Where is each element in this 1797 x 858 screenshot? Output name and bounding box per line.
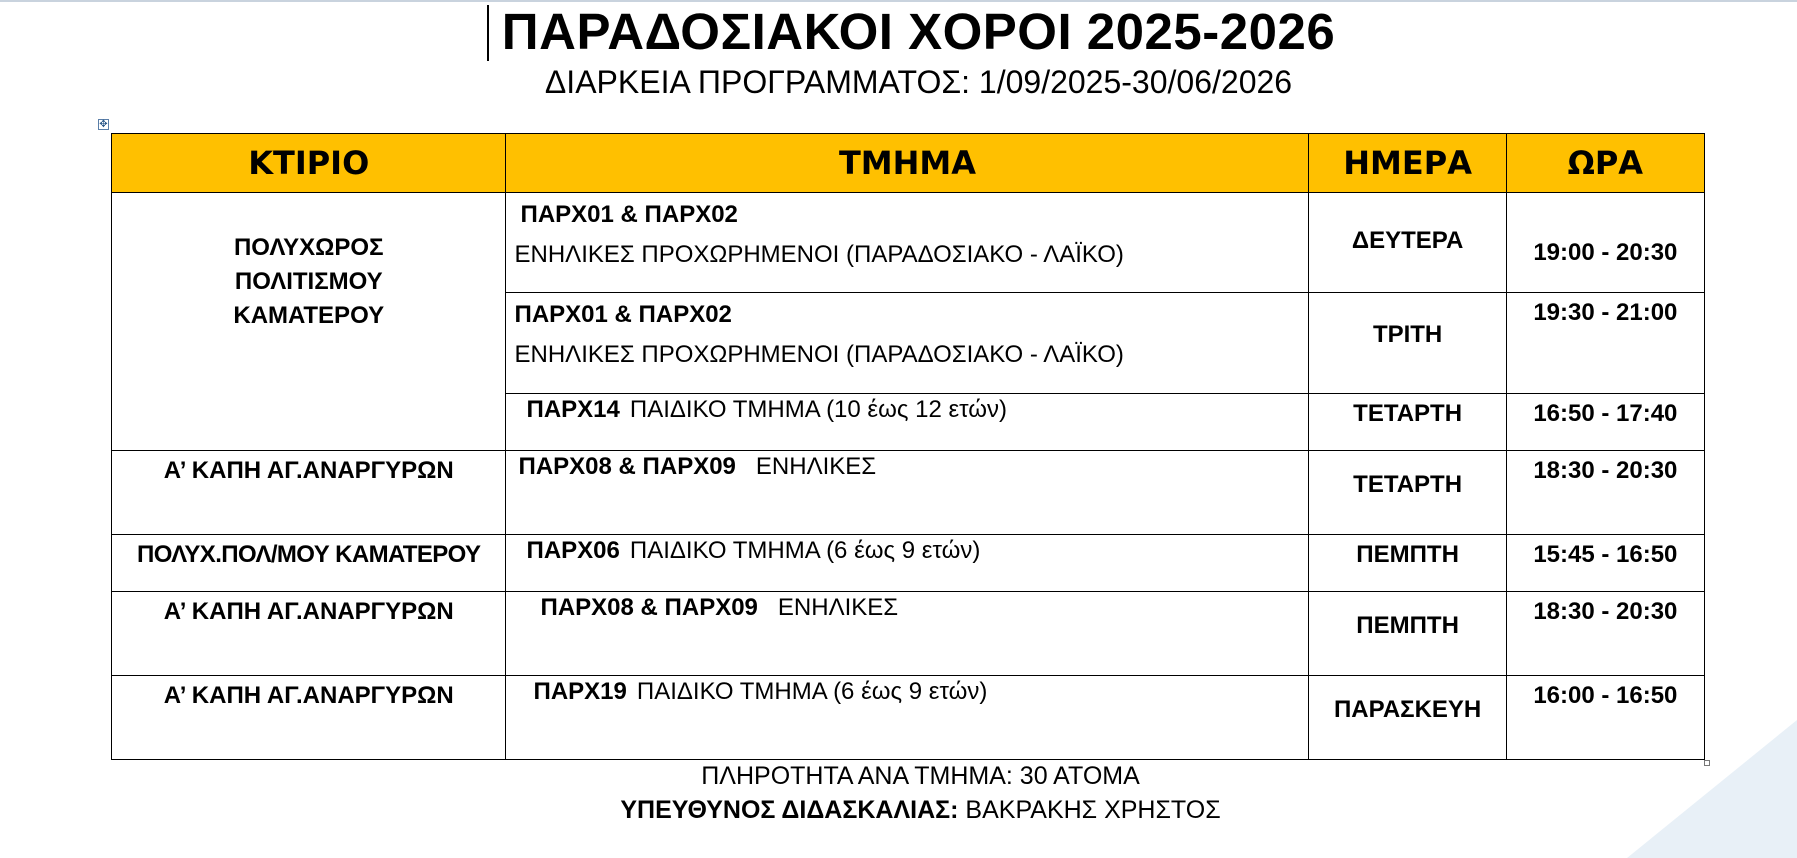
building-line: ΠΟΛΥΧΩΡΟΣ [233,234,384,261]
building-line: ΚΑΜΑΤΕΡΟΥ [233,302,385,329]
group-code: ΠΑΡΧ06 [526,537,620,564]
group-code: ΠΑΡΧ08 & ΠΑΡΧ09 [518,453,736,480]
group-desc: ΠΑΙΔΙΚΟ ΤΜΗΜΑ (6 έως 9 ετών) [636,678,988,705]
time-cell[interactable]: 18:30 - 20:30 [1506,592,1704,676]
building-cell[interactable]: Α’ ΚΑΠΗ ΑΓ.ΑΝΑΡΓΥΡΩΝ [112,451,506,535]
instructor-label: ΥΠΕΥΘΥΝΟΣ ΔΙΔΑΣΚΑΛΙΑΣ: [620,796,959,824]
group-code: ΠΑΡΧ14 [526,396,620,423]
group-desc: ΠΑΙΔΙΚΟ ΤΜΗΜΑ (10 έως 12 ετών) [629,396,1008,423]
group-desc: ΕΝΗΛΙΚΕΣ ΠΡΟΧΩΡΗΜΕΝΟΙ (ΠΑΡΑΔΟΣΙΑΚΟ - ΛΑΪΚΟ) [514,241,1124,268]
group-cell[interactable] [506,394,1309,451]
schedule-table [111,133,1705,760]
time-cell[interactable]: 18:30 - 20:30 [1506,451,1704,535]
time-cell[interactable]: 19:00 - 20:30 [1506,193,1704,293]
document-subtitle[interactable]: ΔΙΑΡΚΕΙΑ ΠΡΟΓΡΑΜΜΑΤΟΣ: 1/09/2025-30/06/2026 [544,64,1293,100]
day-cell[interactable]: ΔΕΥΤΕΡΑ [1309,193,1506,293]
building-cell[interactable] [112,193,506,451]
day-cell[interactable]: ΠΕΜΠΤΗ [1309,535,1506,592]
group-code: ΠΑΡΧ01 & ΠΑΡΧ02 [514,301,732,328]
time-cell[interactable]: 19:30 - 21:00 [1506,293,1704,394]
group-cell[interactable] [506,535,1309,592]
group-desc: ΠΑΙΔΙΚΟ ΤΜΗΜΑ (6 έως 9 ετών) [629,537,981,564]
time-cell[interactable]: 16:00 - 16:50 [1506,676,1704,760]
header-day[interactable]: ΗΜΕΡΑ [1309,134,1506,193]
table-row [112,535,1705,592]
header-group[interactable]: ΤΜΗΜΑ [506,134,1309,193]
table-row [112,193,1705,293]
group-code: ΠΑΡΧ19 [533,678,627,705]
group-cell[interactable] [506,293,1309,394]
instructor-name: ΒΑΚΡΑΚΗΣ ΧΡΗΣΤΟΣ [965,796,1221,824]
building-cell[interactable]: Α’ ΚΑΠΗ ΑΓ.ΑΝΑΡΓΥΡΩΝ [112,676,506,760]
header-time[interactable]: ΩΡΑ [1506,134,1704,193]
table-row [112,451,1705,535]
day-cell[interactable]: ΠΕΜΠΤΗ [1309,592,1506,676]
group-code: ΠΑΡΧ08 & ΠΑΡΧ09 [540,594,758,621]
group-cell[interactable] [506,193,1309,293]
group-code: ΠΑΡΧ01 & ΠΑΡΧ02 [520,201,738,228]
day-cell[interactable]: ΤΡΙΤΗ [1309,293,1506,394]
group-cell[interactable] [506,592,1309,676]
building-line: ΠΟΛΙΤΙΣΜΟΥ [234,268,383,295]
building-cell[interactable]: Α’ ΚΑΠΗ ΑΓ.ΑΝΑΡΓΥΡΩΝ [112,592,506,676]
group-cell[interactable] [506,676,1309,760]
header-building[interactable]: ΚΤΙΡΙΟ [112,134,506,193]
instructor-line[interactable] [22,796,1797,825]
table-row [112,676,1705,760]
document-title[interactable]: ΠΑΡΑΔΟΣΙΑΚΟΙ ΧΟΡΟΙ 2025-2026 [501,3,1336,60]
capacity-text[interactable]: ΠΛΗΡΟΤΗΤΑ ΑΝΑ ΤΜΗΜΑ: 30 ΑΤΟΜΑ [701,762,1140,790]
table-row [112,592,1705,676]
day-cell[interactable]: ΤΕΤΑΡΤΗ [1309,451,1506,535]
table-header-row [112,134,1705,193]
time-cell[interactable]: 15:45 - 16:50 [1506,535,1704,592]
group-desc: ΕΝΗΛΙΚΕΣ ΠΡΟΧΩΡΗΜΕΝΟΙ (ΠΑΡΑΔΟΣΙΑΚΟ - ΛΑΪΚΟ) [514,341,1124,368]
group-desc: ΕΝΗΛΙΚΕΣ [777,594,899,621]
group-cell[interactable] [506,451,1309,535]
day-cell[interactable]: ΠΑΡΑΣΚΕΥΗ [1309,676,1506,760]
day-cell[interactable]: ΤΕΤΑΡΤΗ [1309,394,1506,451]
building-cell[interactable]: ΠΟΛΥΧ.ΠΟΛ/ΜΟΥ ΚΑΜΑΤΕΡΟΥ [112,535,506,592]
group-desc: ΕΝΗΛΙΚΕΣ [755,453,877,480]
table-move-handle-icon[interactable]: ✥ [99,119,108,130]
time-cell[interactable]: 16:50 - 17:40 [1506,394,1704,451]
